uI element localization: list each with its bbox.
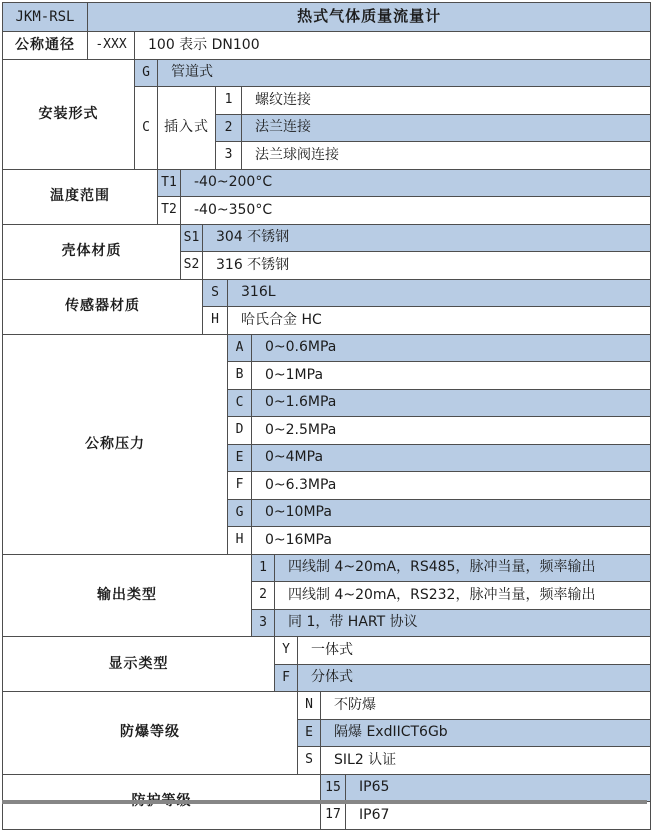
section-label: 安装形式 [3, 59, 135, 169]
option-value: 0~0.6MPa [252, 334, 651, 362]
option-code: H [203, 307, 228, 335]
section-label: 温度范围 [3, 169, 158, 224]
sub-option-label: 插入式 [158, 87, 216, 170]
option-code: F [275, 664, 298, 692]
option-code: C [135, 87, 158, 170]
section-label: 公称通径 [3, 32, 88, 60]
option-code: E [298, 719, 321, 747]
option-value: 四线制 4~20mA，RS232，脉冲当量，频率输出 [275, 582, 651, 610]
section-label: 传感器材质 [3, 279, 203, 334]
option-code: S1 [181, 224, 203, 252]
option-code: S [203, 279, 228, 307]
spec-row [3, 224, 651, 252]
option-code: A [228, 334, 252, 362]
option-code: 15 [321, 774, 346, 802]
spec-row [3, 279, 651, 307]
option-value: 316 不锈钢 [203, 252, 651, 280]
spec-row [3, 32, 651, 60]
option-code: G [135, 59, 158, 87]
option-code: F [228, 472, 252, 500]
option-code: 3 [216, 142, 242, 170]
section-label: 输出类型 [3, 554, 252, 637]
option-value: 分体式 [298, 664, 651, 692]
table-title: 热式气体质量流量计 [88, 3, 651, 32]
option-code: T1 [158, 169, 181, 197]
option-value: IP67 [346, 802, 651, 830]
model-code: JKM-RSL [3, 3, 88, 32]
spec-row [3, 692, 651, 720]
spec-row [3, 3, 651, 32]
option-value: 法兰球阀连接 [242, 142, 651, 170]
spec-row [3, 169, 651, 197]
option-code: G [228, 499, 252, 527]
option-value: 0~1MPa [252, 362, 651, 390]
option-value: 四线制 4~20mA，RS485，脉冲当量，频率输出 [275, 554, 651, 582]
section-label: 防爆等级 [3, 692, 298, 775]
section-label: 公称压力 [3, 334, 228, 554]
option-value: 螺纹连接 [242, 87, 651, 115]
option-code: S [298, 747, 321, 775]
spec-row [3, 637, 651, 665]
option-code: H [228, 527, 252, 555]
option-code: -XXX [88, 32, 135, 60]
option-code: 3 [252, 609, 275, 637]
model-selection-table [2, 2, 651, 830]
option-code: S2 [181, 252, 203, 280]
section-label: 显示类型 [3, 637, 275, 692]
section-label: 壳体材质 [3, 224, 181, 279]
option-value: 哈氏合金 HC [228, 307, 651, 335]
spec-row [3, 59, 651, 87]
option-code: B [228, 362, 252, 390]
option-value: -40~350°C [181, 197, 651, 225]
option-value: 0~10MPa [252, 499, 651, 527]
option-code: 17 [321, 802, 346, 830]
option-code: 1 [252, 554, 275, 582]
option-value: 0~4MPa [252, 444, 651, 472]
option-value: SIL2 认证 [321, 747, 651, 775]
bottom-divider-bar [2, 800, 647, 804]
option-code: E [228, 444, 252, 472]
option-code: N [298, 692, 321, 720]
option-value: 304 不锈钢 [203, 224, 651, 252]
option-value: 0~2.5MPa [252, 417, 651, 445]
option-code: 2 [252, 582, 275, 610]
spec-row [3, 774, 651, 802]
option-value: 法兰连接 [242, 114, 651, 142]
option-code: 1 [216, 87, 242, 115]
option-value: 316L [228, 279, 651, 307]
option-value: -40~200°C [181, 169, 651, 197]
option-value: 一体式 [298, 637, 651, 665]
option-code: Y [275, 637, 298, 665]
option-code: 2 [216, 114, 242, 142]
option-value: 同 1，带 HART 协议 [275, 609, 651, 637]
option-value: IP65 [346, 774, 651, 802]
spec-row [3, 554, 651, 582]
spec-row [3, 334, 651, 362]
option-value: 0~16MPa [252, 527, 651, 555]
option-value: 0~1.6MPa [252, 389, 651, 417]
option-code: T2 [158, 197, 181, 225]
option-value: 管道式 [158, 59, 651, 87]
option-code: C [228, 389, 252, 417]
option-value: 不防爆 [321, 692, 651, 720]
option-value: 100 表示 DN100 [135, 32, 651, 60]
option-code: D [228, 417, 252, 445]
option-value: 0~6.3MPa [252, 472, 651, 500]
option-value: 隔爆 ExdIICT6Gb [321, 719, 651, 747]
